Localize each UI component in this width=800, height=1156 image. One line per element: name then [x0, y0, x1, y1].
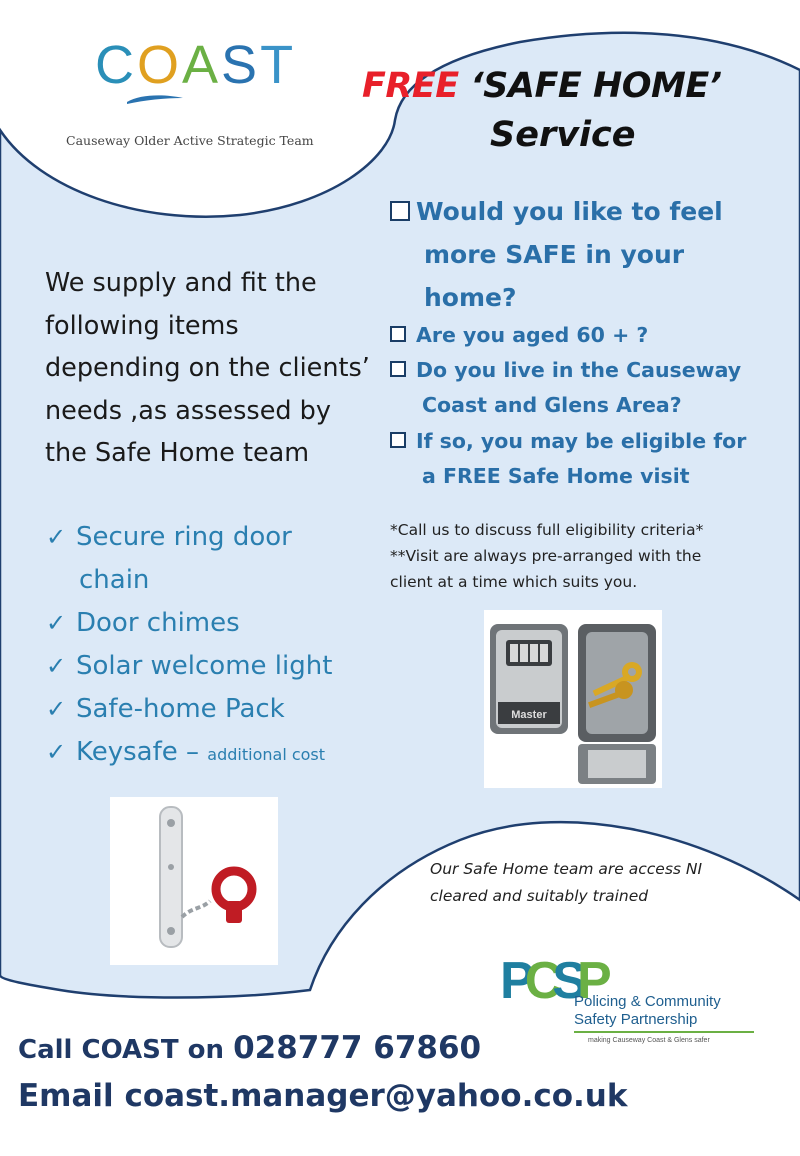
- coast-letter-a: A: [182, 35, 222, 95]
- coast-swoosh-icon: [125, 92, 185, 106]
- item-label: Door chimes: [76, 608, 240, 638]
- checkmark-icon: ✓: [46, 695, 67, 723]
- visit-note-line1: **Visit are always pre-arranged with the: [390, 547, 702, 565]
- question-eligible: [390, 424, 790, 494]
- item-keysafe-cost: additional cost: [207, 745, 326, 764]
- coast-letter-c: C: [95, 35, 137, 95]
- phone-number[interactable]: 028777 67860: [233, 1030, 482, 1066]
- item-safe-home-pack: [46, 688, 285, 731]
- item-ring-door-chain: [46, 516, 292, 559]
- item-label: Safe-home Pack: [76, 694, 285, 724]
- question-text: If so, you may be eligible for: [416, 429, 747, 453]
- question-text: Coast and Glens Area?: [422, 393, 682, 417]
- question-text: Do you live in the Causeway: [416, 358, 742, 382]
- keysafe-brand: Master: [511, 709, 547, 721]
- intro-paragraph: We supply and fit the following items depending on the clients’ needs ,as assessed by the Safe Home team: [45, 268, 370, 468]
- checkbox-icon: [390, 432, 406, 448]
- pcsp-name-line2: Safety Partnership: [574, 1011, 698, 1028]
- pcsp-tagline: making Causeway Coast & Glens safer: [588, 1037, 710, 1044]
- eligibility-note: *Call us to discuss full eligibility criteria*: [390, 521, 704, 539]
- pcsp-letter: S: [552, 952, 577, 1010]
- item-ring-door-chain-cont: chain: [79, 565, 150, 595]
- item-door-chimes: [46, 602, 240, 645]
- coast-logo: [95, 35, 305, 118]
- coast-letter-t: T: [260, 35, 297, 95]
- checkbox-icon: [390, 201, 410, 221]
- title-safe-home: ‘SAFE HOME’: [470, 66, 722, 106]
- pcsp-name-line1: Policing & Community: [574, 993, 721, 1010]
- question-text: Would you like to feel: [416, 197, 723, 226]
- coast-letter-s: S: [221, 35, 261, 95]
- coast-tagline: Causeway Older Active Strategic Team: [66, 133, 314, 148]
- pcsp-letter: P: [500, 952, 525, 1010]
- door-chain-icon: [110, 797, 278, 965]
- question-text: a FREE Safe Home visit: [422, 464, 690, 488]
- question-text: home?: [424, 283, 517, 312]
- title-free: FREE: [362, 66, 459, 106]
- door-chain-photo: [110, 797, 278, 965]
- call-prefix: Call COAST on: [18, 1035, 224, 1065]
- checkbox-icon: [390, 326, 406, 342]
- item-solar-light: [46, 645, 332, 688]
- item-keysafe: [46, 731, 325, 776]
- keysafe-photo: [484, 610, 662, 788]
- pcsp-divider: [574, 1031, 754, 1033]
- visit-note-line2: client at a time which suits you.: [390, 573, 638, 591]
- pcsp-logo: [500, 952, 760, 1055]
- question-text: more SAFE in your: [424, 240, 685, 269]
- team-note: Our Safe Home team are access NI cleared and suitably trained: [430, 860, 703, 905]
- title-service: Service: [490, 115, 636, 155]
- keysafe-icon: [484, 610, 662, 788]
- item-label: Keysafe –: [76, 737, 200, 767]
- question-age: [390, 318, 790, 353]
- item-label: Secure ring door: [76, 522, 292, 552]
- checkmark-icon: ✓: [46, 523, 67, 551]
- question-feel-safe: [390, 190, 790, 319]
- pcsp-letter: C: [524, 952, 553, 1010]
- pcsp-letter: P: [576, 952, 602, 1010]
- checkmark-icon: ✓: [46, 738, 67, 766]
- call-line: [18, 1030, 481, 1066]
- checkmark-icon: ✓: [46, 652, 67, 680]
- coast-logo-wordmark: [95, 35, 305, 95]
- checkbox-icon: [390, 361, 406, 377]
- item-label: Solar welcome light: [76, 651, 333, 681]
- coast-letter-o: O: [137, 35, 183, 95]
- question-text: Are you aged 60 + ?: [416, 323, 649, 347]
- question-location: [390, 353, 790, 423]
- flyer-title: [362, 66, 722, 106]
- email-line[interactable]: Email coast.manager@yahoo.co.uk: [18, 1078, 628, 1114]
- checkmark-icon: ✓: [46, 609, 67, 637]
